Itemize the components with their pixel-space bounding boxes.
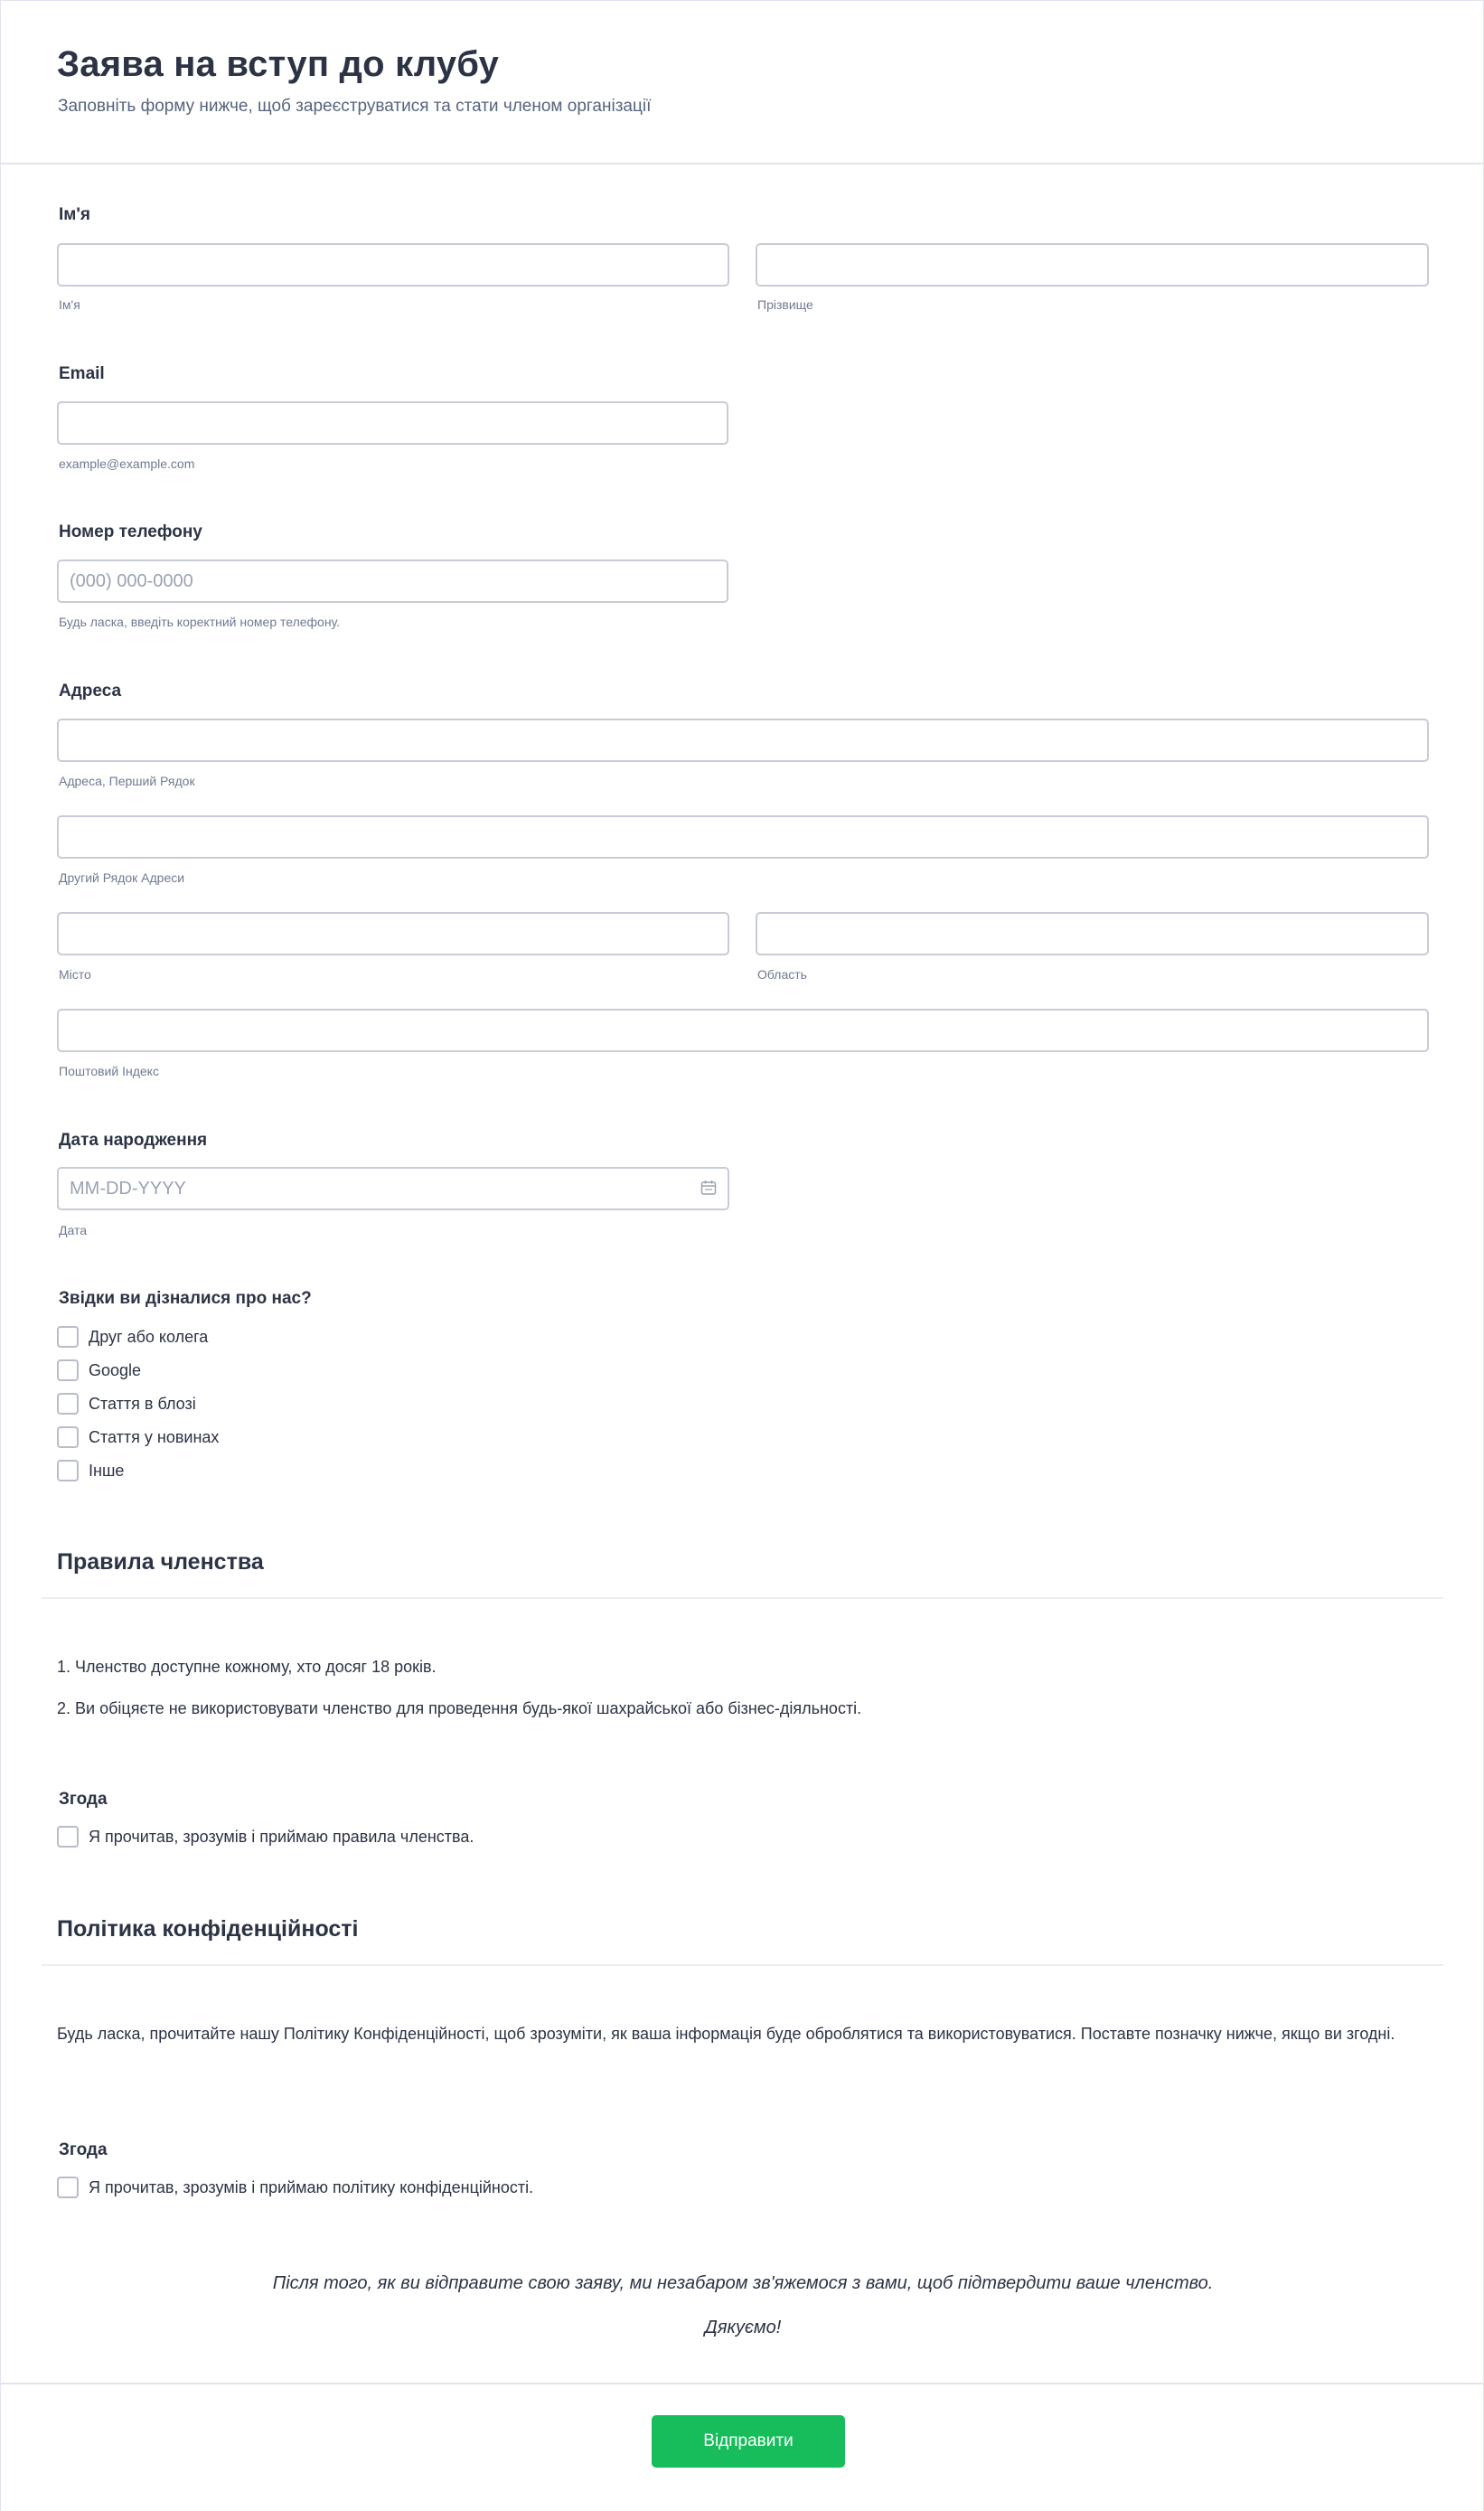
city-sublabel: Місто [59, 967, 91, 982]
region-sublabel: Область [757, 967, 807, 982]
closing-message: Після того, як ви відправите свою заяву, ми незабаром зв'яжемося з вами, щоб підтвердити ваше членство. [272, 2273, 1214, 2293]
zip-input[interactable] [57, 1009, 1429, 1052]
submit-button[interactable]: Відправити [652, 2415, 845, 2468]
rules-section-title: Правила членства [57, 1549, 264, 1575]
rules-consent-label: Згода [59, 1790, 108, 1809]
source-option-other-checkbox[interactable] [57, 1460, 79, 1481]
email-label: Email [59, 364, 105, 383]
privacy-section-title: Політика конфіденційності [57, 1916, 359, 1942]
address-line2-sublabel: Другий Рядок Адреси [59, 870, 185, 885]
closing-thanks: Дякуємо! [704, 2318, 782, 2337]
phone-input[interactable] [57, 560, 728, 603]
birthdate-sublabel: Дата [59, 1223, 88, 1237]
phone-label: Номер телефону [59, 522, 202, 541]
address-line1-input[interactable] [57, 719, 1429, 762]
city-input[interactable] [57, 912, 729, 955]
privacy-text: Будь ласка, прочитайте нашу Політику Конфіденційності, щоб зрозуміти, як ваша інформація буде оброблятися та використовуватися. Поставте позначку нижче, якщо ви згодні. [57, 2025, 1395, 2043]
source-option-label[interactable]: Друг або колега [89, 1328, 209, 1346]
source-option-google-checkbox[interactable] [57, 1359, 79, 1381]
birthdate-field [57, 1167, 729, 1210]
source-option-label[interactable]: Інше [89, 1462, 125, 1480]
address-label: Адреса [59, 682, 122, 701]
source-option-blog-checkbox[interactable] [57, 1393, 79, 1415]
address-line2-input[interactable] [57, 815, 1429, 859]
source-option-friend-checkbox[interactable] [57, 1326, 79, 1348]
birthdate-input[interactable] [57, 1167, 729, 1210]
form-title: Заява на вступ до клубу [57, 44, 500, 84]
zip-sublabel: Поштовий Індекс [59, 1064, 159, 1078]
rules-divider [42, 1597, 1443, 1599]
privacy-consent-label: Згода [59, 2140, 108, 2159]
name-label: Ім'я [59, 205, 90, 224]
source-option-label[interactable]: Стаття у новинах [89, 1428, 220, 1446]
last-name-sublabel: Прізвище [757, 297, 813, 312]
birthdate-label: Дата народження [59, 1131, 208, 1150]
phone-sublabel: Будь ласка, введіть коректний номер телефону. [59, 615, 341, 629]
form-subtitle: Заповніть форму нижче, щоб зареєструватися та стати членом організації [58, 97, 652, 116]
privacy-divider [42, 1964, 1443, 1966]
source-option-news-checkbox[interactable] [57, 1426, 79, 1448]
form-header [1, 0, 1484, 165]
last-name-input[interactable] [756, 243, 1429, 287]
source-label: Звідки ви дізналися про нас? [59, 1289, 312, 1308]
email-sublabel: example@example.com [59, 456, 195, 471]
address-line1-sublabel: Адреса, Перший Рядок [59, 774, 195, 788]
source-option-label[interactable]: Google [89, 1361, 142, 1379]
rules-consent-text[interactable]: Я прочитав, зрозумів і приймаю правила членства. [89, 1828, 474, 1846]
source-option-label[interactable]: Стаття в блозі [89, 1395, 196, 1413]
first-name-sublabel: Ім'я [59, 297, 80, 312]
footer-divider [1, 2383, 1484, 2384]
rules-item: 1. Членство доступне кожному, хто досяг 18 років. [57, 1658, 437, 1676]
rules-consent-checkbox[interactable] [57, 1826, 79, 1848]
email-input[interactable] [57, 401, 728, 445]
region-input[interactable] [756, 912, 1429, 955]
first-name-input[interactable] [57, 243, 729, 287]
privacy-consent-checkbox[interactable] [57, 2177, 79, 2198]
privacy-consent-text[interactable]: Я прочитав, зрозумів і приймаю політику конфіденційності. [89, 2178, 534, 2196]
calendar-icon[interactable] [700, 1180, 717, 1196]
rules-item: 2. Ви обіцяєте не використовувати членство для проведення будь-якої шахрайської або бізнес-діяльності. [57, 1699, 862, 1717]
